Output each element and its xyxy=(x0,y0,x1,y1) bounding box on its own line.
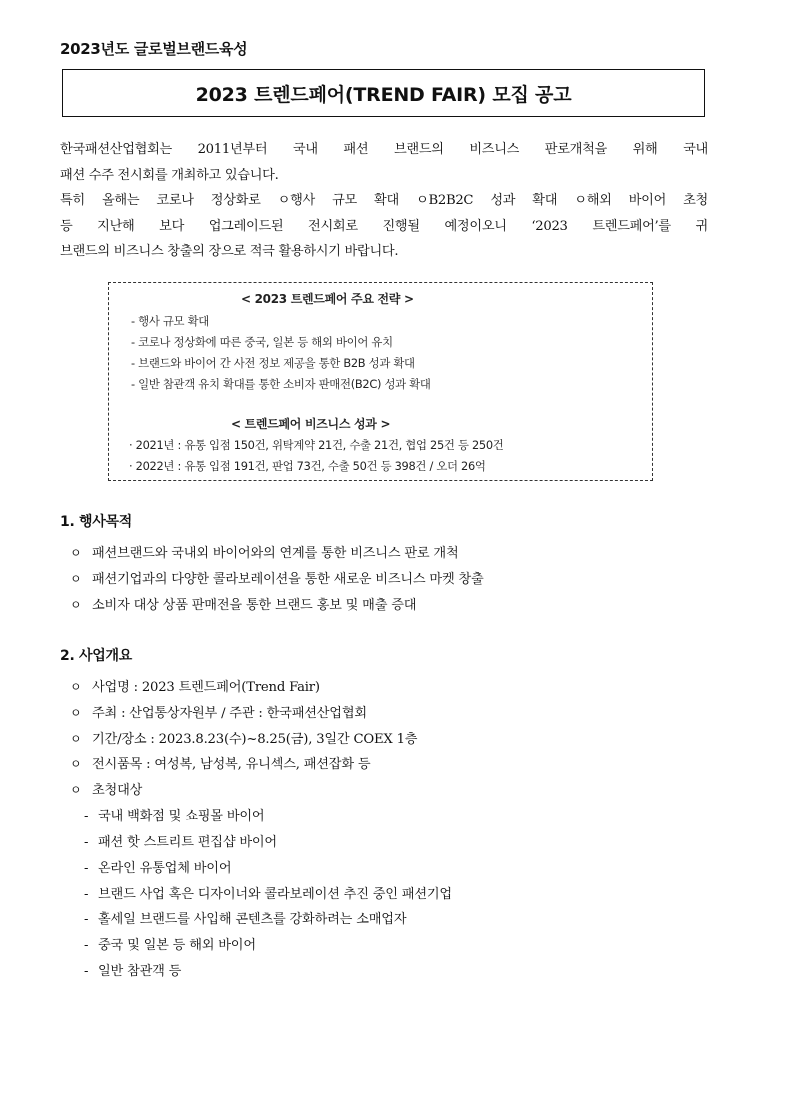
dash-marker: - xyxy=(84,861,89,876)
intro-line: 한국패션산업협회는 2011년부터 국내 패션 브랜드의 비즈니스 판로개척을 위해 국내 xyxy=(60,142,708,157)
title-box xyxy=(62,69,705,117)
page-title: 2023 트렌드페어(TREND FAIR) 모집 공고 xyxy=(195,83,572,106)
strategy-box xyxy=(108,282,653,481)
sub-list-item-text: 온라인 유통업체 바이어 xyxy=(98,861,232,876)
strategy-title: < 2023 트렌드페어 주요 전략 > xyxy=(241,292,414,306)
bullet-icon: ㅇ xyxy=(70,680,82,694)
list-item-text: 주최 : 산업통상자원부 / 주관 : 한국패션산업협회 xyxy=(92,706,367,721)
sub-list-item-text: 국내 백화점 및 쇼핑몰 바이어 xyxy=(98,809,265,824)
list-item-text: 패션브랜드와 국내외 바이어와의 연계를 통한 비즈니스 판로 개척 xyxy=(92,546,459,561)
intro-line: 패션 수주 전시회를 개최하고 있습니다. xyxy=(60,167,279,183)
intro-paragraph xyxy=(60,137,708,265)
dash-marker: - xyxy=(84,835,89,850)
sub-list-item xyxy=(84,960,181,979)
results-item: · 2022년 : 유통 입점 191건, 판업 73건, 수출 50건 등 398건 / 오더 26억 xyxy=(129,459,486,473)
strategy-item: - 일반 참관객 유치 확대를 통한 소비자 판매전(B2C) 성과 확대 xyxy=(131,377,431,391)
sub-list-item xyxy=(84,805,264,824)
list-item xyxy=(70,702,367,721)
section-heading-purpose: 1. 행사목적 xyxy=(60,514,132,530)
results-title: < 트렌드페어 비즈니스 성과 > xyxy=(231,417,391,431)
intro-line: 브랜드의 비즈니스 창출의 장으로 적극 활용하시기 바랍니다. xyxy=(60,244,399,259)
dash-marker: - xyxy=(84,938,89,953)
sub-list-item-text: 홀세일 브랜드를 사입해 콘텐츠를 강화하려는 소매업자 xyxy=(98,912,407,927)
list-item xyxy=(70,779,142,798)
sub-list-item-text: 패션 핫 스트리트 편집샵 바이어 xyxy=(98,835,277,850)
strategy-item: - 행사 규모 확대 xyxy=(131,314,209,328)
strategy-item: - 코로나 정상화에 따른 중국, 일본 등 해외 바이어 유치 xyxy=(131,335,393,349)
program-header: 2023년도 글로벌브랜드육성 xyxy=(60,40,248,58)
results-item: · 2021년 : 유통 입점 150건, 위탁계약 21건, 수출 21건, 협업 25건 등 250건 xyxy=(129,438,504,452)
bullet-icon: ㅇ xyxy=(70,706,82,720)
list-item xyxy=(70,753,370,772)
list-item xyxy=(70,676,320,695)
list-item xyxy=(70,728,417,747)
dash-marker: - xyxy=(84,912,89,927)
list-item-text: 기간/장소 : 2023.8.23(수)~8.25(금), 3일간 COEX 1층 xyxy=(92,732,418,747)
sub-list-item xyxy=(84,883,452,902)
dash-marker: - xyxy=(84,887,89,902)
strategy-item: - 브랜드와 바이어 간 사전 정보 제공을 통한 B2B 성과 확대 xyxy=(131,356,415,370)
list-item xyxy=(70,568,484,587)
intro-line: 등 지난해 보다 업그레이드된 전시회로 진행될 예정이오니 ‘2023 트렌드페어’를 귀 xyxy=(60,218,708,234)
bullet-icon: ㅇ xyxy=(70,572,82,586)
sub-list-item xyxy=(84,908,406,927)
sub-list-item xyxy=(84,831,277,850)
sub-list-item xyxy=(84,934,256,953)
dash-marker: - xyxy=(84,964,89,979)
list-item-text: 패션기업과의 다양한 콜라보레이션을 통한 새로운 비즈니스 마켓 창출 xyxy=(92,572,484,587)
intro-line: 특히 올해는 코로나 정상화로 ㅇ행사 규모 확대 ㅇB2B2C 성과 확대 ㅇ해외 바이어 초청 xyxy=(60,193,708,208)
dash-marker: - xyxy=(84,809,89,824)
list-item xyxy=(70,594,416,613)
sub-list-item xyxy=(84,857,231,876)
sub-list-item-text: 브랜드 사업 혹은 디자이너와 콜라보레이션 추진 중인 패션기업 xyxy=(98,887,452,902)
list-item-text: 전시품목 : 여성복, 남성복, 유니섹스, 패션잡화 등 xyxy=(92,757,371,772)
bullet-icon: ㅇ xyxy=(70,732,82,746)
bullet-icon: ㅇ xyxy=(70,783,82,797)
list-item-text: 소비자 대상 상품 판매전을 통한 브랜드 홍보 및 매출 증대 xyxy=(92,598,417,613)
bullet-icon: ㅇ xyxy=(70,546,82,560)
bullet-icon: ㅇ xyxy=(70,598,82,612)
list-item xyxy=(70,542,459,561)
section-heading-overview: 2. 사업개요 xyxy=(60,648,132,664)
sub-list-item-text: 일반 참관객 등 xyxy=(98,964,182,979)
list-item-text: 초청대상 xyxy=(92,783,143,798)
sub-list-item-text: 중국 및 일본 등 해외 바이어 xyxy=(98,938,256,953)
bullet-icon: ㅇ xyxy=(70,757,82,771)
list-item-text: 사업명 : 2023 트렌드페어(Trend Fair) xyxy=(92,680,320,695)
